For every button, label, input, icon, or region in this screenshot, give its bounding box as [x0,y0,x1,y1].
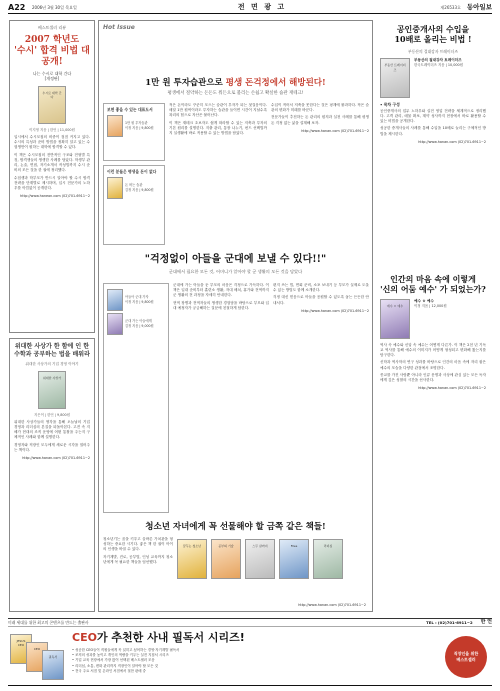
series-label: 베스트셀러 리뷰 [37,25,67,30]
center-headline-2: "걱정없이 아들을 군대에 보낼 수 있다!!" [144,254,327,265]
footer-ad-line: • 전국 주요 서점 및 온라인 서점에서 절찬 판매 중 [72,669,146,673]
right-bottom-ad [376,270,490,612]
right-bottom-body: 역사 속 예수와 신앙 속 예수는 어떻게 다른가. 이 책은 2천 년 기독교 역사를 통해 예수의 이미지가 어떻게 형성되고 변화해 왔는지를 탐구한다. 신학과 역사학의 연구 성과를 바탕으로 인간의 마음 속에 자리 잡은 예수의 모습을 다양한 관점에서 조명한다. 종교를 가진 사람뿐 아니라 인류 문명과 사상에 관심 있는 모든 독자에게 깊은 성찰의 시간을 선사한다. [380,342,486,382]
contact-info[interactable]: http://www.hanan.com (02)701-6911~2 [418,139,486,144]
right-top-ad [376,20,490,266]
book-cover-image[interactable] [107,177,123,199]
center-ad-section [98,20,373,612]
recommend-box-2: 이런 분들은 평생을 돈이 없다 돈 버는 습관 김정 지음 | 9,800원 [103,165,165,245]
book-title: 예수 ㅎ 예수 [414,298,434,303]
book-cover-image[interactable]: 예수 ㅎ 예수 [380,299,410,339]
teen-books-section: 청소년기는 꿈을 키우고 올바른 가치관을 형성하는 중요한 시기다. 좋은 책 한 권이 아이의 인생을 바꿀 수 있다. 자기계발, 진로, 공부법, 인성 교육까지 청소년에게 꼭 필요한 책들을 엄선했다. 꿈꾸는 청소년 공부의 기술 스무 살까지 Files 리더십 [103,537,369,609]
footer-book-covers [8,628,68,685]
footer-ad [8,628,492,686]
newspaper-logo: 동아일보 [466,2,492,11]
section-title: 전 면 광 고 [237,2,287,12]
left-top-headline: 2007 학년도 '수시' 합격 비법 대공개! [14,34,90,68]
book-cover-image[interactable]: CEO [26,642,48,672]
toc-heading: • 목차 구성 [380,102,400,108]
left-bottom-subtitle: 위대한 사상가의 기업 경영 이야기 [25,361,79,366]
publisher-phone[interactable]: TEL : (02)701-6911~2 [426,619,473,625]
footer-ad-line: • 기업 교육 현장에서 가장 많이 선택된 베스트셀러 모음 [72,658,155,663]
book-cover-image[interactable]: 리더십 [313,539,343,579]
left-top-subtitle: 나는 수시로 대학 간다 [개정판] [32,70,72,82]
book-cover-image[interactable]: JESUS CEO [10,634,32,664]
book-cover-image[interactable]: 수시로 대학 간다 [14,86,90,124]
hot-issue-label: Hot Issue [103,24,135,31]
center-body-1: 적은 돈이라도 꾸준히 모으는 습관이 부자가 되는 첫걸음이다. 매달 1만 원씩이라도 투자하는 습관을 들이면 시간이 지날수록 복리의 힘으로 자산은 불어난다. 이 책은 재테크 초보자도 쉽게 따라할 수 있는 저축과 투자의 기본 원리를 설명한다. 지출 관리, 통장 나누기, 펀드 선택법까지 실생활에 바로 적용할 수 있는 방법을 담았다. 수입이 적어서 저축을 못한다는 것은 핑계에 불과하다. 작은 습관의 변화가 미래를 바꾼다. 전문가들이 추천하는 돈 관리의 원칙과 실천 사례를 통해 평생 돈 걱정 없는 삶을 설계해 보자. http://www.hanan.com (02)701-6911~2 [169,103,369,136]
footer-ad-line: • 조직의 성과를 높이고 개인의 역량을 키우는 실전 지침서 시리즈 [72,653,169,658]
book-cover-image[interactable] [107,289,123,311]
book-meta: 지은이 | 한언 | 9,800원 [34,412,70,417]
book-cover-image[interactable]: 위대한 사상가 [14,371,90,409]
recommend-box-1: 보면 좋을 수 있는 대표도서 1만 원 투자습관 이정 지음 | 9,800원 [103,103,165,161]
footer-ad-headline: CEO가 추천한 사내 필독서 시리즈! [72,631,245,644]
center-headline-3: 청소년 자녀에게 꼭 선물해야 할 금쪽 같은 책들! [145,522,326,532]
book-meta: 이지영 지음 | 한언 | 11,000원 [29,128,75,133]
publisher-slogan: 미래 세대를 위한 최고의 콘텐츠를 만드는 출판사 [8,619,89,625]
center-headline-1: 1만 원 투자습관으로 평생 돈걱정에서 해방된다! [145,78,326,88]
book-cover-image[interactable] [107,313,123,335]
book-cover-image[interactable] [107,115,123,137]
book-cover-image[interactable]: 꿈꾸는 청소년 [177,539,207,579]
right-top-body: 공인중개사의 업무 노하우와 실전 영업 전략을 체계적으로 정리했다. 고객 관리, 매물 확보, 계약 성사까지 현장에서 바로 활용할 수 있는 비법을 공개한다. 성공한 중개사들의 사례를 통해 수입을 10배로 늘리는 구체적인 방법을 제시한다. [380,108,486,136]
right-bottom-headline: 인간의 마음 속에 이렇게 '신의 어둠 예수' 가 되었는가? [380,274,486,295]
left-bottom-headline: 위대한 사상가 한 함에 인 한 수학과 공부하는 법을 배워라 [14,343,90,358]
footer-ad-copy [68,628,440,685]
left-bottom-ad [9,338,95,612]
book-cover-image[interactable]: 스무 살까지 [245,539,275,579]
book-cover-image[interactable]: 필독서 [42,650,64,680]
series-label: 부동산의 절대강자 트레이더즈 [407,48,459,54]
footer-ad-line: • 리더십, 소통, 변화 관리까지 직장인이 알아야 할 모든 것 [72,663,158,668]
contact-info[interactable]: http://www.hanan.com (02)701-6911~2 [301,308,369,313]
center-body-2: 군대에 가는 아들을 둔 부모의 마음은 걱정으로 가득하다. 이 책은 입대 준비부터 훈련소 생활, 자대 배치, 휴가와 전역까지 군 생활의 전 과정을 자세히 안내한다. 현역 장병과 전역자들의 생생한 경험담을 바탕으로 부모와 입대 예정자가 궁금해하는 질문에 친절하게 답한다. 편지 쓰는 법, 면회 준비, 소포 보내기 등 부모가 실제로 도울 수 있는 방법도 함께 소개한다. 걱정 대신 믿음으로 아들을 응원할 수 있도록 돕는 든든한 안내서다. http://www.hanan.com (02)701-6911~2 [173,283,369,313]
contact-info[interactable]: http://www.hanan.com (02)701-6911~2 [418,386,486,391]
contact-info[interactable]: http://www.hanan.com (02)701-6911~2 [22,455,90,460]
issue-date: 2006년 3월 30일 목요일 [32,4,77,10]
book-meta: 한국트레이더즈 지음 | 10,000원 [414,63,463,68]
book-meta: 이정 지음 | 12,000원 [414,303,447,308]
book-cover-image[interactable]: 부동산 트레이더즈 [380,58,410,98]
book-cover-image[interactable]: Files [279,539,309,579]
book-title: 부동산의 절대강자 트레이더즈 [414,58,462,63]
contact-info[interactable]: http://www.hanan.com (02)701-6911~2 [298,603,366,608]
left-top-body: 입시에서 수시모집의 비중이 점점 커지고 있다. 수시의 특성과 준비 방법을 정확히 알고 있는 수험생만이 원하는 대학에 합격할 수 있다. 이 책은 수시모집의 전반적인 구조와 전형별 특징, 합격생들의 생생한 사례를 담았다. 학생부 관리, 논술, 면접, 자기소개서 작성법까지 수시 준비의 모든 것을 한 권에 정리했다. 수험생과 학부모가 반드시 알아야 할 수시 합격 전략을 단계별로 제시하며, 입시 전문가의 노하우를 아낌없이 공개한다. [14,135,90,190]
footer-ad-line: • 성공한 CEO들이 직원들에게 꼭 읽히고 싶어하는 경영·자기계발 필독서 [72,647,180,652]
book-cover-image[interactable]: 공부의 기술 [211,539,241,579]
center-subtitle-2: 군대에서 필요한 모든 것, 어머니가 알아야 할 군 생활의 모든 것을 담았다 [168,269,303,274]
publisher-brand: 한 언 [480,618,492,625]
publisher-bar [8,618,492,627]
contact-info[interactable]: http://www.haneon.com (02)701-6911~2 [20,194,90,199]
page-number: A22 [8,2,26,12]
center-subtitle-1: 평생에서 절약하는 돈돈도 뭐든으로 불리는 손쉽고 확실한 습관 재테크! [167,91,304,96]
contact-info[interactable]: http://www.hanan.com (02)701-6911~2 [301,128,369,133]
right-top-headline: 공인중개사의 수입을 10배로 올리는 비법 ! [394,24,472,45]
page-header [8,2,492,14]
left-bottom-body: 위대한 사상가들의 생각을 통해 오늘날의 기업 경영과 리더십의 본질을 되돌아본다. 고전 속 지혜가 현대의 조직 운영에 어떤 통찰을 주는지 구체적인 사례와 함께 설명한다. 경영자와 직장인 모두에게 새로운 시각을 열어주는 책이다. [14,419,90,452]
left-top-ad [9,20,95,333]
bestseller-badge: 직장인을 위한 베스트셀러 [440,628,492,685]
issue-number: 제26533호 [440,4,461,10]
books-list-box: 아들아 군대 가자 이정 지음 | 9,800원 군대 가는 아들에게 김정 지음 | 9,000원 [103,283,169,513]
